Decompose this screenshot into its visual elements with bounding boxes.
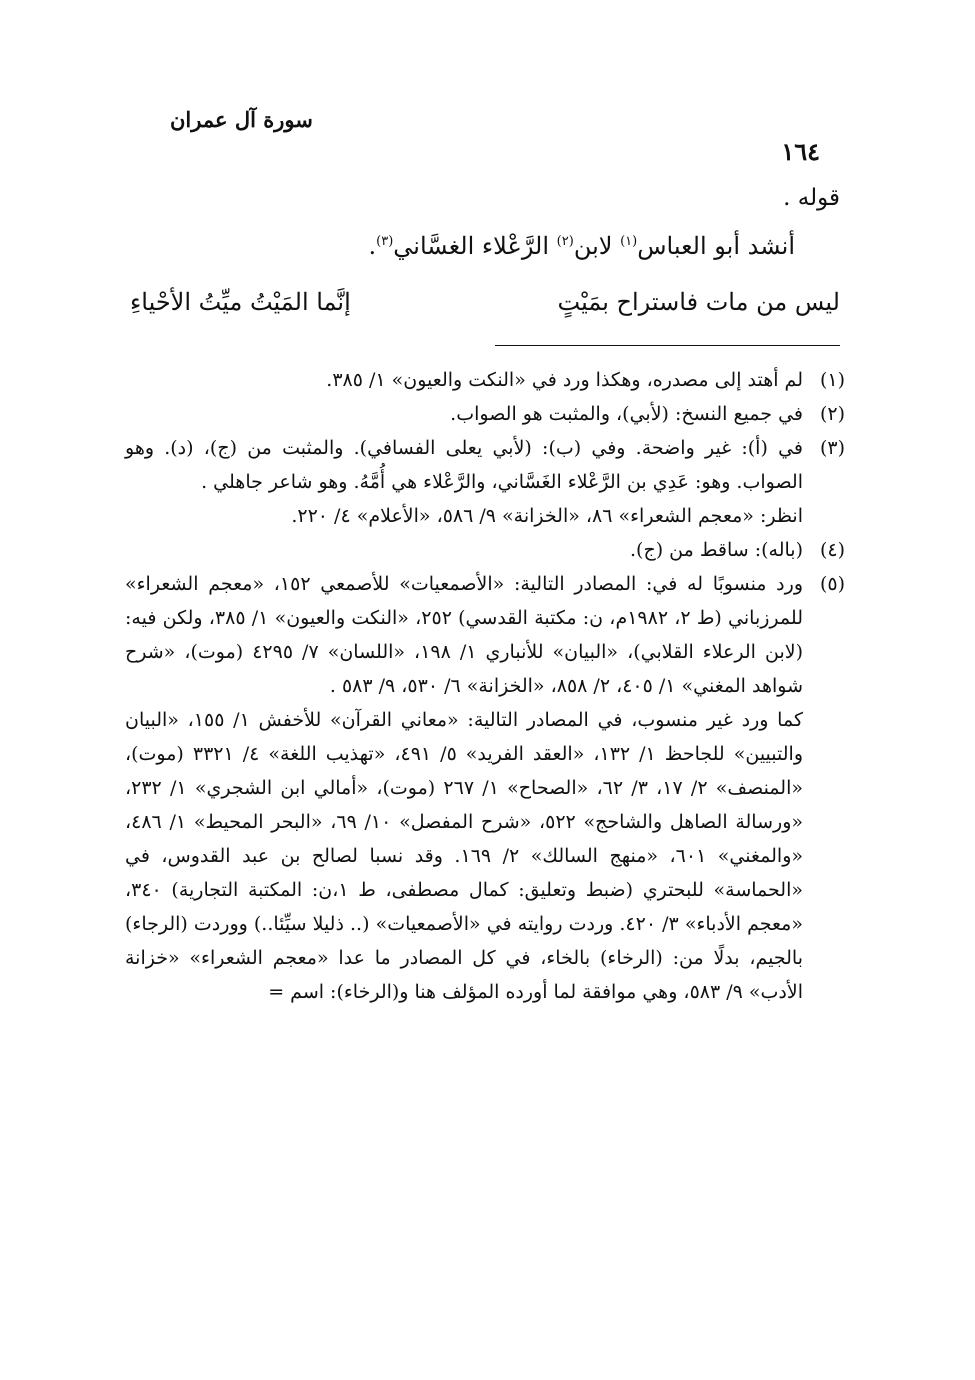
footnote-text: في جميع النسخ: (لأبي)، والمثبت هو الصواب. bbox=[450, 403, 803, 425]
verse-second-hemistich: إنَّما المَيْتُ ميِّتُ الأحْياءِ bbox=[130, 288, 351, 316]
footnote-4 bbox=[125, 533, 845, 567]
footnote-text: في (أ): غير واضحة. وفي (ب): (لأبي يعلى الفسافي). والمثبت من (ج)، (د). وهو الصواب. وهو: عَدِي بن الرَّعْلاء الغَسَّاني، والرَّعْلاء هي أُمَّهُ. وهو شاعر جاهلي . bbox=[125, 437, 803, 493]
footnote-number: (٥) bbox=[819, 573, 845, 595]
footnote-5 bbox=[125, 567, 845, 703]
line2-text-a: أنشد أبو العباس bbox=[637, 232, 795, 260]
body-line-1: قوله . bbox=[783, 185, 840, 211]
footnote-ref-2: (٢) bbox=[556, 234, 574, 249]
line2-text-d: . bbox=[368, 232, 377, 260]
footnote-2 bbox=[125, 397, 845, 431]
footnote-number: (١) bbox=[819, 369, 845, 391]
footnote-text: لم أهتد إلى مصدره، وهكذا ورد في «النكت والعيون» ١/ ٣٨٥. bbox=[326, 369, 803, 391]
footnote-number: (٢) bbox=[819, 403, 845, 425]
line2-text-c: الرَّعْلاء الغسَّاني bbox=[393, 232, 557, 260]
body-line-2 bbox=[130, 232, 840, 260]
poetry-verse bbox=[130, 288, 840, 316]
footnote-number: (٣) bbox=[819, 437, 845, 459]
line2-text-b: لابن bbox=[573, 232, 621, 260]
footnote-text: ورد منسوبًا له في: المصادر التالية: «الأصمعيات» للأصمعي ١٥٢، «معجم الشعراء» للمرزباني (ط ٢، ١٩٨٢م، ن: مكتبة القدسي) ٢٥٢، «النكت والعيون» ١/ ٣٨٥، ولكن فيه: (لابن الرعلاء القلابي)، «البيان» للأنباري ١/ ١٩٨، «اللسان» ٧/ ٤٢٩٥ (موت)، «شرح شواهد المغني» ١/ ٤٠٥، ٢/ ٨٥٨، «الخزانة» ٦/ ٥٣٠، ٩/ ٥٨٣ . bbox=[125, 573, 803, 697]
footnote-text: (باله): ساقط من (ج). bbox=[630, 539, 803, 561]
footnote-number: (٤) bbox=[819, 539, 845, 561]
footnote-ref-1: (١) bbox=[620, 234, 638, 249]
footnote-separator bbox=[495, 345, 840, 346]
running-header-title: سورة آل عمران bbox=[170, 107, 313, 132]
verse-first-hemistich: ليس من مات فاستراح بمَيْتٍ bbox=[557, 288, 840, 316]
footnote-1 bbox=[125, 363, 845, 397]
page-number: ١٦٤ bbox=[781, 137, 820, 166]
footnote-3 bbox=[125, 431, 845, 499]
footnote-3-sources: انظر: «معجم الشعراء» ٨٦، «الخزانة» ٩/ ٥٨٦، «الأعلام» ٤/ ٢٢٠. bbox=[291, 505, 803, 527]
footnotes bbox=[125, 363, 845, 1009]
footnote-5-continued: كما ورد غير منسوب، في المصادر التالية: «معاني القرآن» للأخفش ١/ ١٥٥، «البيان والتبيين» للجاحظ ١/ ١٣٢، «العقد الفريد» ٥/ ٤٩١، «تهذيب اللغة» ٤/ ٣٣٢١ (موت)، «المنصف» ٢/ ١٧، ٣/ ٦٢، «الصحاح» ١/ ٢٦٧ (موت)، «أمالي ابن الشجري» ١/ ٢٣٢، «ورسالة الصاهل والشاحج» ٥٢٢، «شرح المفصل» ١٠/ ٦٩، «البحر المحيط» ١/ ٤٨٦، «والمغني» ٦٠١، «منهج السالك» ٢/ ١٦٩. وقد نسبا لصالح بن عبد القدوس، في «الحماسة» للبحتري (ضبط وتعليق: كمال مصطفى، ط ١،ن: المكتبة التجارية) ٣٤٠، «معجم الأدباء» ٣/ ٤٢٠. وردت روايته في «الأصمعيات» (.. ذليلا سيِّئا..) ووردت (الرجاء) بالجيم، بدلًا من: (الرخاء) بالخاء، في كل المصادر ما عدا «معجم الشعراء» «خزانة الأدب» ٩/ ٥٨٣، وهي موافقة لما أورده المؤلف هنا و(الرخاء): اسم = bbox=[125, 709, 803, 1003]
footnote-ref-3: (٣) bbox=[376, 234, 394, 249]
